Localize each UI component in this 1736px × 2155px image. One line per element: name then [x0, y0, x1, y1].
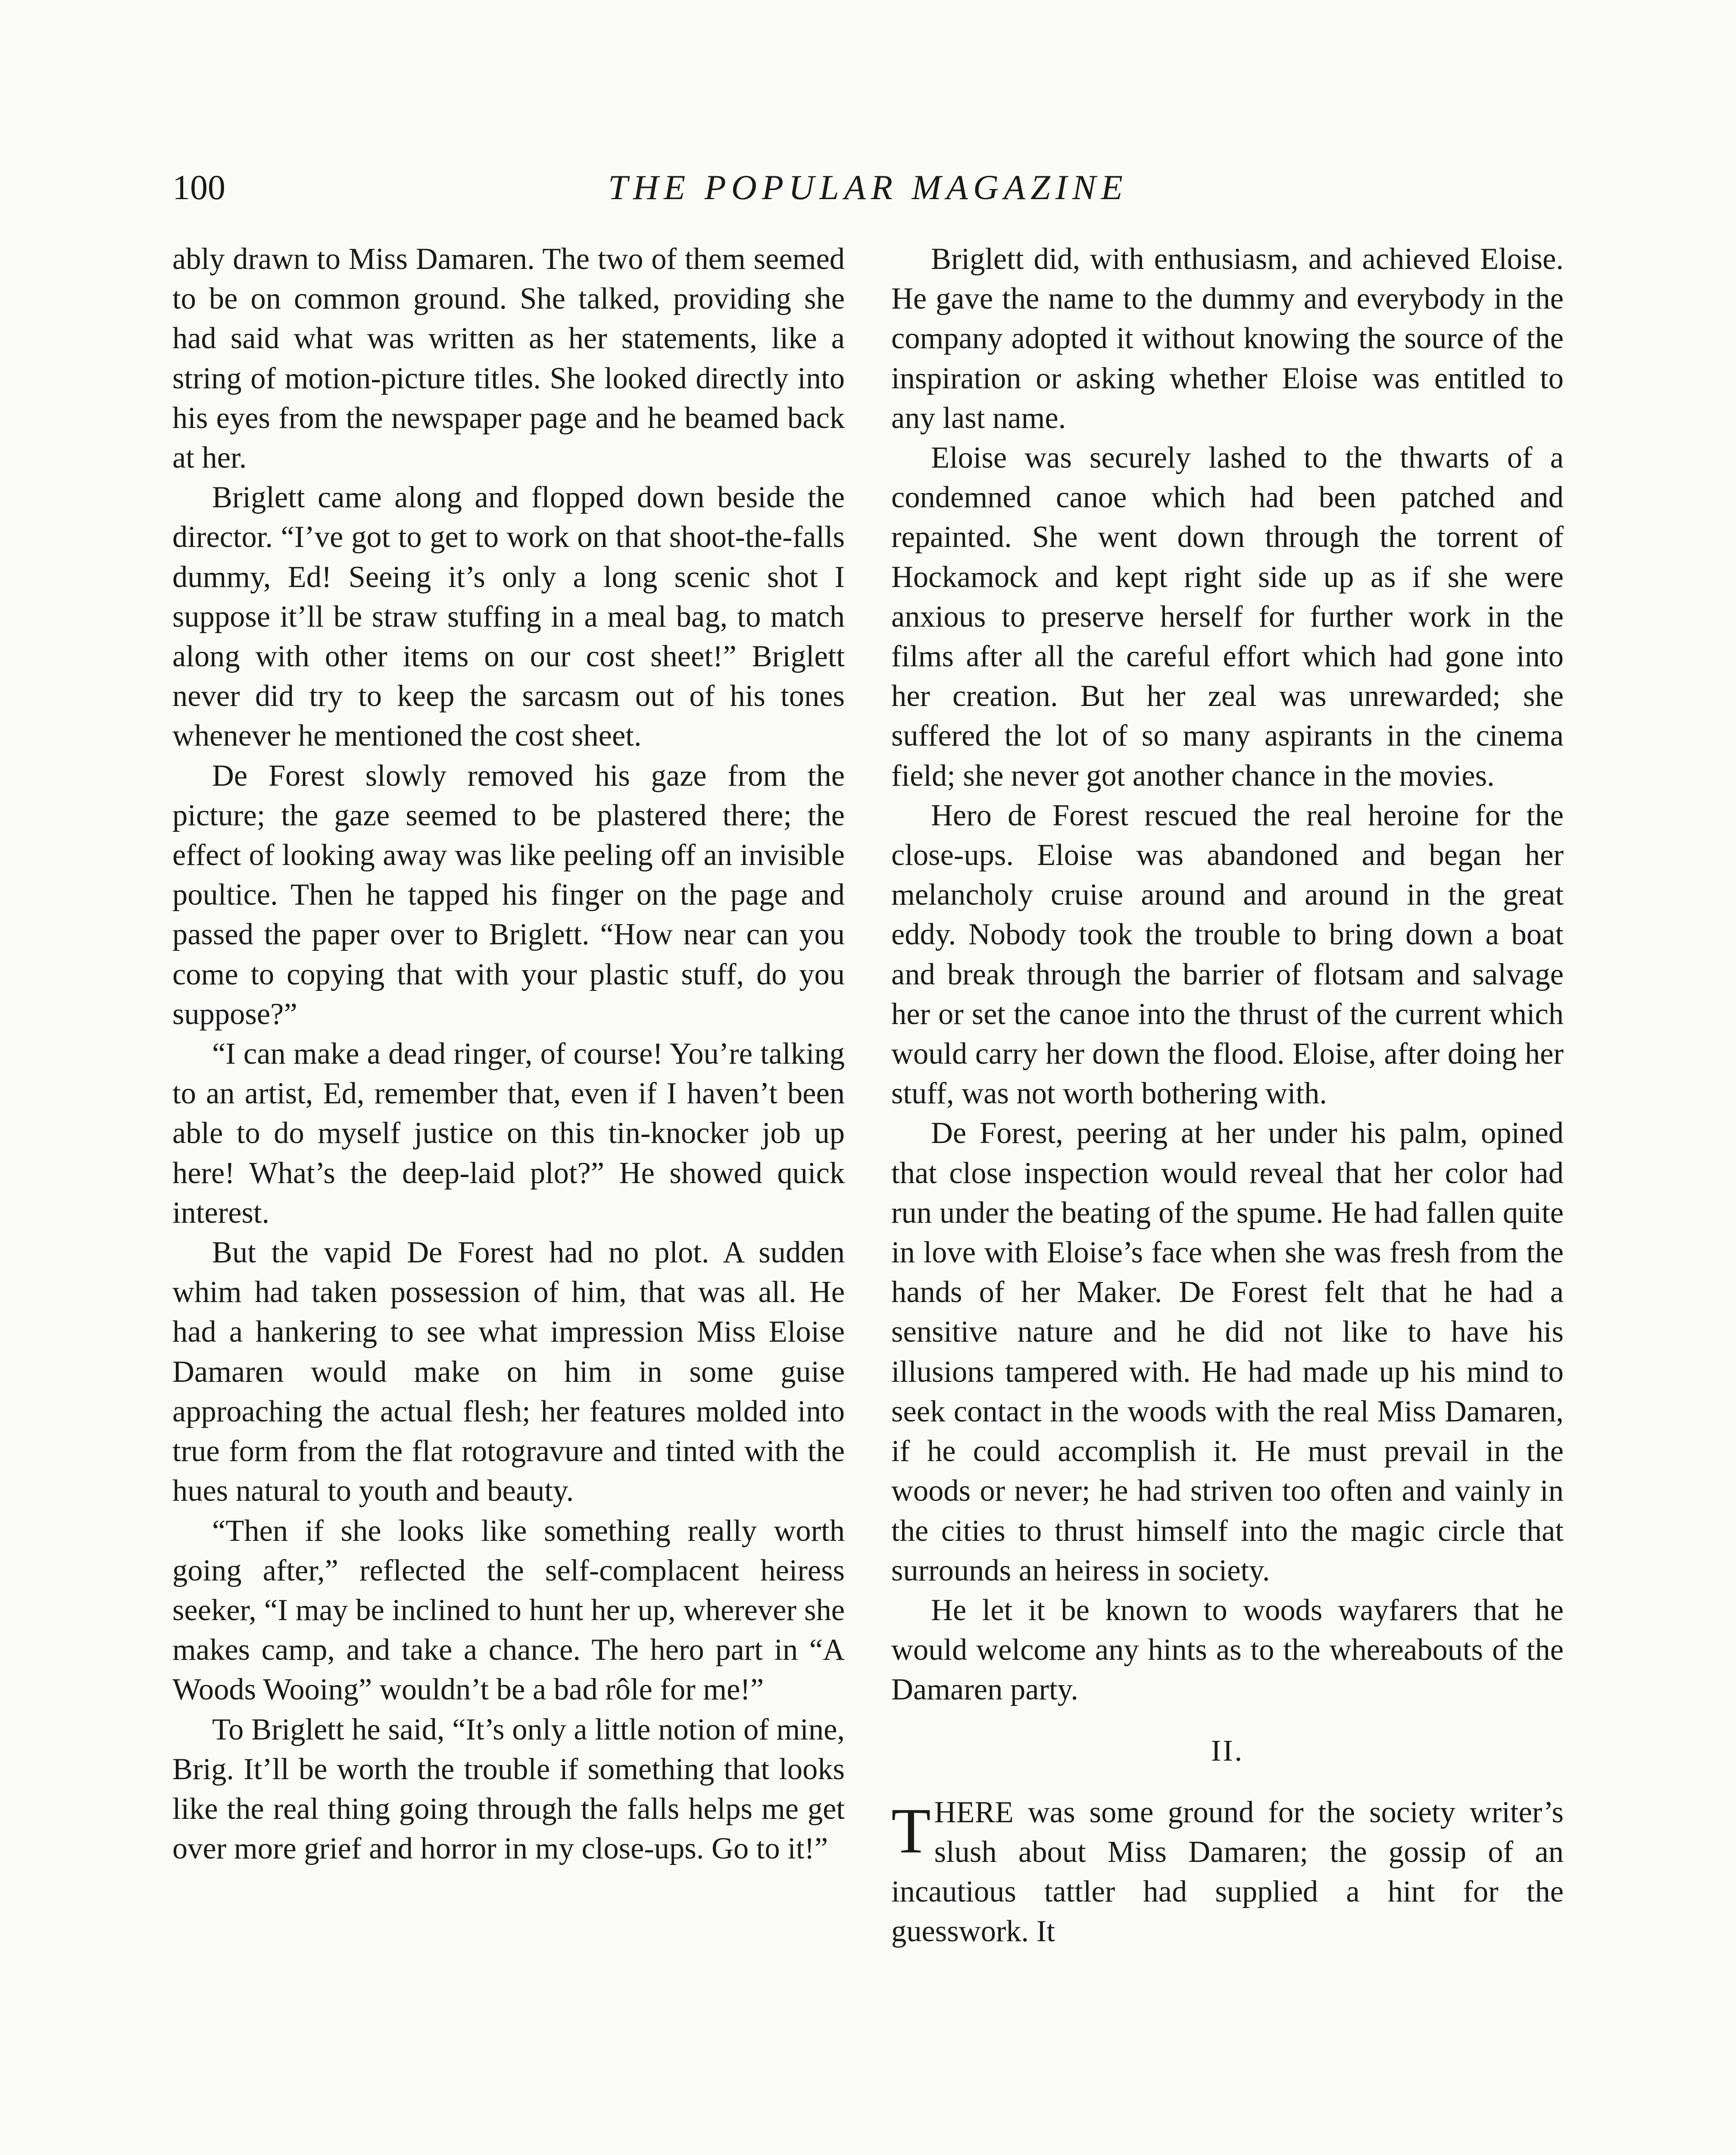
paragraph: De Forest slowly removed his gaze from the picture; the gaze seemed to be plastered there; the effect of looking away was like peeling off an invisible poultice. Then he tapped his finger on the page and passed the paper over to Briglett. “How near can you come to copying that with your plastic stuff, do you suppose?” — [172, 759, 845, 1031]
page-header — [172, 162, 1564, 213]
paragraph-with-dropcap — [891, 1793, 1564, 1952]
section-heading: II. — [1211, 1734, 1244, 1768]
paragraph: ably drawn to Miss Damaren. The two of them seemed to be on common ground. She talked, providing she had said what was written as her statements, like a string of motion-picture titles. She looked directly into his eyes from the newspaper page and he beamed back at her. — [172, 242, 845, 475]
paragraph: “Then if she looks like something really worth going after,” reflected the self-complacent heiress seeker, “I may be inclined to hunt her up, wherever she makes camp, and take a chance. The hero part in “A Woods Wooing” wouldn’t be a bad rôle for me!” — [172, 1514, 845, 1707]
left-column — [172, 239, 845, 1868]
paragraph: Briglett came along and flopped down beside the director. “I’ve got to get to work on that shoot-the-falls dummy, Ed! Seeing it’s only a long scenic shot I suppose it’ll be straw stuffing in a meal bag, to match along with other items on our cost sheet!” Briglett never did try to keep the sarcasm out of his tones whenever he mentioned the cost sheet. — [172, 481, 845, 753]
paragraph: Hero de Forest rescued the real heroine for the close-ups. Eloise was abandoned and began her melancholy cruise around and around in the great eddy. Nobody took the trouble to bring down a boat and break through the barrier of flotsam and salvage her or set the canoe into the thrust of the current which would carry her down the flood. Eloise, after doing her stuff, was not worth bothering with. — [891, 798, 1564, 1111]
paragraph: De Forest, peering at her under his palm, opined that close inspection would reveal that her color had run under the beating of the spume. He had fallen quite in love with Eloise’s face when she was fresh from the hands of her Maker. De Forest felt that he had a sensitive nature and he did not like to have his illusions tampered with. He had made up his mind to seek contact in the woods with the real Miss Damaren, if he could accomplish it. He must prevail in the woods or never; he had striven too often and vainly in the cities to thrust himself into the magic circle that surrounds an heiress in society. — [891, 1116, 1564, 1587]
running-title: THE POPULAR MAGAZINE — [608, 168, 1128, 207]
right-column — [891, 239, 1564, 1952]
paragraph: “I can make a dead ringer, of course! You’re talking to an artist, Ed, remember that, even if I haven’t been able to do myself justice on this tin-knocker job up here! What’s the deep-laid plot?” He showed quick interest. — [172, 1037, 845, 1230]
drop-cap: T — [891, 1795, 931, 1867]
paragraph: Briglett did, with enthusiasm, and achieved Eloise. He gave the name to the dummy and everybody in the company adopted it without knowing the source of the inspiration or asking whether Eloise was entitled to any last name. — [891, 242, 1564, 435]
page-number: 100 — [172, 168, 225, 207]
paragraph: He let it be known to woods wayfarers that he would welcome any hints as to the whereabouts of the Damaren party. — [891, 1593, 1564, 1707]
paragraph: Eloise was securely lashed to the thwarts of a condemned canoe which had been patched and repainted. She went down through the torrent of Hockamock and kept right side up as if she were anxious to preserve herself for further work in the films after all the careful effort which had gone into her creation. But her zeal was unrewarded; she suffered the lot of so many aspirants in the cinema field; she never got another chance in the movies. — [891, 441, 1564, 793]
paragraph-text: HERE was some ground for the society writer’s slush about Miss Damaren; the gossip of an incautious tattler had supplied a hint for the guesswork. It — [891, 1795, 1564, 1949]
paragraph: To Briglett he said, “It’s only a little notion of mine, Brig. It’ll be worth the trouble if something that looks like the real thing going through the falls helps me get over more grief and horror in my close-ups. Go to it!” — [172, 1712, 845, 1866]
paragraph: But the vapid De Forest had no plot. A sudden whim had taken possession of him, that was all. He had a hankering to see what impression Miss Eloise Damaren would make on him in some guise approaching the actual flesh; her features molded into true form from the flat rotogravure and tinted with the hues natural to youth and beauty. — [172, 1236, 845, 1508]
